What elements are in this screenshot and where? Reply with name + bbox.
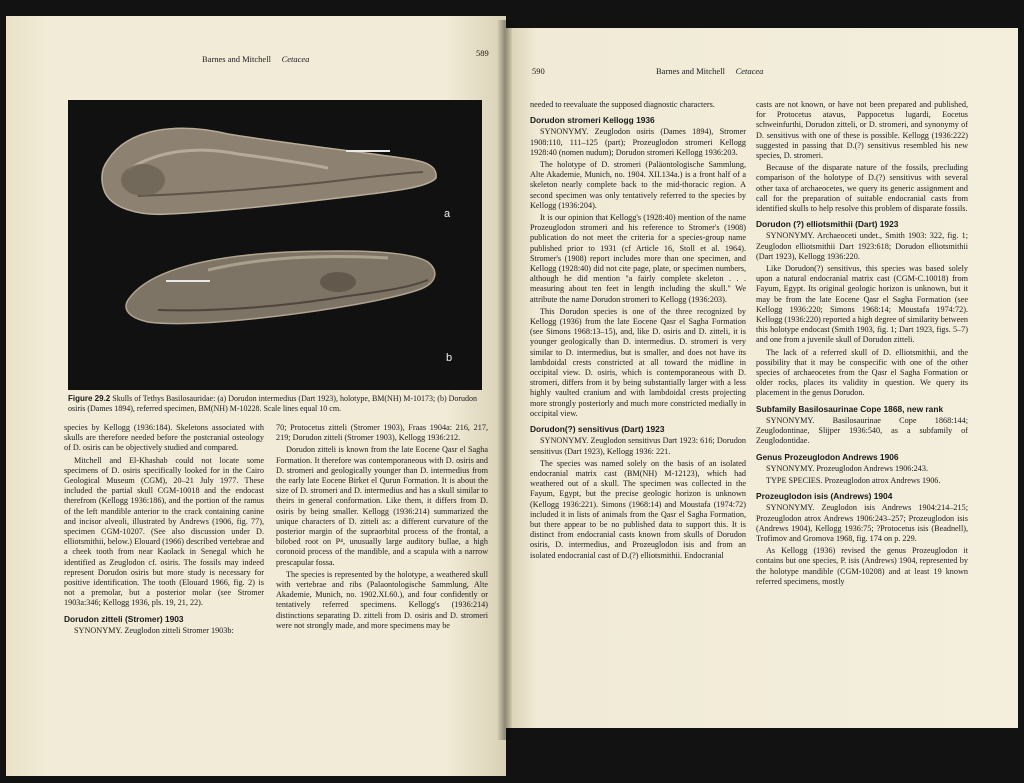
right-header-section: Cetacea bbox=[735, 66, 764, 76]
paragraph: casts are not known, or have not been prepared and published, for Protocetus atavus, Pappocetus lugardi, Eocetus schweinfurthi, Dorudon zitteli, or D. stromeri, and synonymy of D. sensitivus with one of these is possible. Kellogg (1936:222) suggested in passing that D.(?) sensitivus resembled his new species, D. stromeri. bbox=[756, 100, 968, 161]
paragraph: The lack of a referred skull of D. elliotsmithii, and the possibility that it may be conspecific with one of the other species of archaeocetes from the Qasr el Sagha Formation or older rocks, places its validity in question. We query its placement in the genus Dorudon. bbox=[756, 347, 968, 398]
section-heading: Dorudon stromeri Kellogg 1936 bbox=[530, 115, 655, 126]
section-heading: Genus Prozeuglodon Andrews 1906 bbox=[756, 451, 899, 462]
figure-label-a: a bbox=[444, 208, 451, 220]
paragraph: SYNONYMY. Basilosaurinae Cope 1868:144; Zeuglodontinae, Slijper 1936:540, as a subfamily of Zeuglodontidae. bbox=[756, 415, 968, 446]
right-header-authors: Barnes and Mitchell bbox=[656, 66, 725, 76]
paragraph: Because of the disparate nature of the fossils, precluding comparison of the holotype of D.(?) sensitivus with several other taxa of archaeocetes, we query its generic assignment and call for the preparation of suitable endocranial casts from identified skulls to help resolve this problem of disparate fossils. bbox=[756, 163, 968, 214]
skull-figure bbox=[68, 100, 482, 390]
left-header-section: Cetacea bbox=[281, 54, 310, 64]
paragraph: species by Kellogg (1936:184). Skeletons associated with skulls are therefore needed before the postcranial osteology of D. osiris can be objectively studied and compared. bbox=[64, 423, 264, 453]
paragraph: This Dorudon species is one of the three recognized by Kellogg (1936) from the late Eocene Qasr el Sagha Formation (see Simons 1968:13–15), and, like D. osiris and D. zitteli, it is younger geologically than D. intermedius. D. stromeri is very similar to D. intermedius, but is smaller, and does not have its lambdoidal crests constricted at all toward the midline in occipital view. D. osiris, which is contemporaneous with D. stromeri, differs from it by being substantially larger with a less highly vaulted cranium and with lambdoidal crests projecting more strongly posteriorly and much more constricted medially in occipital view. bbox=[530, 306, 746, 418]
section-heading: Dorudon(?) sensitivus (Dart) 1923 bbox=[530, 424, 665, 435]
right-page-number: 590 bbox=[532, 66, 545, 76]
right-running-header bbox=[656, 66, 763, 76]
paragraph: The species was named solely on the basis of an isolated endocranial matrix cast (BM(NH) M-12123), which had weathered out of a skull. The specimen was collected in the Fayum, Egypt, but the precise geologic horizon is unknown (Kellogg 1936:221). Simons (1968:14) and Moustafa (1974:72) included it in lists of animals from the Qasr el Sagha Formation, but there appear to be no published data to support this. It is distinct from endocranial casts known from skulls of Dorudon osiris, D. intermedius, and Prozeuglodon isis and from an isolated endocranial cast of D.(?) elliotsmithii. Endocranial bbox=[530, 458, 746, 560]
paragraph: The species is represented by the holotype, a weathered skull with vertebrae and ribs (Palaontologische Sammlung, Alte Akademie, Munich, no. 1902.XI.60.), and four confidently or tentatively referred specimens. Kellogg's (1936:214) distinctions separating D. zitteli from D. osiris and D. stromeri were not strongly made, and more specimens may be bbox=[276, 569, 488, 630]
left-column-2 bbox=[276, 423, 488, 633]
paragraph: needed to reevaluate the supposed diagnostic characters. bbox=[530, 100, 715, 109]
paragraph: Dorudon zitteli is known from the late Eocene Qasr el Sagha Formation. It therefore was contemporaneous with D. osiris and D. stromeri and geologically younger than D. intermedius from the early late Eocene Birket el Qurun Formation. It is about the size of D. stromeri and D. intermedius and has a skull similar to theirs in general conformation. Like them, it differs from D. osiris by being smaller. Kellogg (1936:214) summarized the unique characters of D. zitteli as: a different curvature of the posterior margin of the supraorbital process of the frontal, a bilobed root on P⁴, unusually large auditory bullae, a high coronoid process of the mandible, and a scapula with a narrow prescapular fossa. bbox=[276, 445, 488, 567]
right-column-1 bbox=[530, 100, 746, 563]
section-heading: Subfamily Basilosaurinae Cope 1868, new rank bbox=[756, 403, 944, 414]
paragraph: SYNONYMY. Archaeoceti undet., Smith 1903: 322, fig. 1; Zeuglodon elliotsmithii Dart 1923:618; Dorudon elliotsmithii (Dart 1923), Kellogg 1936:220. bbox=[756, 231, 968, 261]
right-page bbox=[506, 28, 1018, 728]
paragraph: SYNONYMY. Zeuglodon isis Andrews 1904:214–215; Prozeuglodon atrox Andrews 1906:243–257; Prozeuglodon isis (Andrews 1904), Kellogg 1936:75; ?Protocetus isis (Beadnell), Trofimov and Gromova 1968, fig. 174 on p. 229. bbox=[756, 503, 968, 543]
paragraph: Like Dorudon(?) sensitivus, this species was based solely upon a natural endocranial matrix cast (CGM-C.10018) from Fayum, Egypt. Its original geologic horizon is unknown, but it may be from the late Eocene Qasr el Sagha Formation (see Kellogg 1936:220; Simons 1968:14; Moustafa 1974:72). Kellogg (1936:220) reported a high degree of similarity between this holotype endocast (Smith 1903, fig. 1; Dart 1923, figs. 5–7) and one from a juvenile skull of Dorudon zitteli. bbox=[756, 264, 968, 345]
paragraph: SYNONYMY. Zeuglodon osiris (Dames 1894), Stromer 1908:110, 111–125 (part); Prozeuglodon stromeri Kellogg 1928:40 (nomen nudum); Dorudon stromeri Kellogg 1936:203. bbox=[530, 127, 746, 157]
paragraph: SYNONYMY. Zeuglodon zitteli Stromer 1903b: bbox=[74, 625, 234, 635]
scale-line-b bbox=[166, 280, 210, 282]
figure-caption-number: Figure 29.2 bbox=[68, 394, 111, 403]
left-running-header bbox=[202, 54, 309, 64]
left-column-1 bbox=[64, 423, 264, 638]
scale-line-a bbox=[346, 150, 390, 152]
left-page-number: 589 bbox=[476, 48, 489, 58]
skull-photographs bbox=[68, 100, 482, 390]
section-heading: Prozeuglodon isis (Andrews) 1904 bbox=[756, 491, 893, 502]
paragraph: It is our opinion that Kellogg's (1928:40) mention of the name Prozeuglodon stromeri and his reference to Stromer's (1908) publication do not meet the criteria for a species-group name published prior to 1931 (cf Article 16, Stoll et al. 1964). Stromer's (1908) report includes more than one specimen, and Kellogg (1928:40) did not cite page, plate, or specimen numbers, although he did mention "a fairly complete skeleton . . . measuring about ten feet in length including the skull." We attribute the name Dorudon stromeri to Kellogg (1936:203). bbox=[530, 213, 746, 304]
section-heading: Dorudon zitteli (Stromer) 1903 bbox=[64, 613, 184, 624]
book-gutter bbox=[498, 20, 512, 740]
left-page bbox=[6, 16, 506, 776]
left-header-authors: Barnes and Mitchell bbox=[202, 54, 271, 64]
paragraph: As Kellogg (1936) revised the genus Prozeuglodon it contains but one species, P. isis (Andrews) 1904, represented by the holotype mandible (CGM-10208) and at least 19 known referred specimens, mostly bbox=[756, 546, 968, 586]
right-column-2 bbox=[756, 100, 968, 589]
figure-caption-text: Skulls of Tethys Basilosauridae: (a) Dorudon intermedius (Dart 1923), holotype, BM(NH) M-10173; (b) Dorudon osiris (Dames 1894), referred specimen, BM(NH) M-10228. Scale lines equal 10 cm. bbox=[68, 394, 478, 413]
paragraph: The holotype of D. stromeri (Paläontologische Sammlung, Alte Akademie, Munich, no. 1904. XII.134a.) is a front half of a skeleton nearly complete back to the mid-thoracic region. A second specimen was only tentatively referred to the species by Kellogg (1936:204). bbox=[530, 160, 746, 210]
figure-label-b: b bbox=[446, 352, 453, 364]
paragraph: SYNONYMY. Zeuglodon sensitivus Dart 1923: 616; Dorudon sensitivus (Dart 1923), Kellogg 1936: 221. bbox=[530, 436, 746, 456]
paragraph: 70; Protocetus zitteli (Stromer 1903), Fraas 1904a: 216, 217, 219; Dorudon zitteli (Stromer 1903), Kellogg 1936:212. bbox=[276, 423, 488, 443]
section-heading: Dorudon (?) elliotsmithii (Dart) 1923 bbox=[756, 219, 899, 230]
paragraph: Mitchell and El-Khashab could not locate some specimens of D. osiris specifically looked for in the Cairo Geological Museum (CGM), 20–21 July 1977. These included the partial skull CGM-10018 and the endocast therefrom (Kellogg 1936:186), and the portion of the ramus of the left mandible anterior to the crack containing canine and incisor alveoli, illustrated by Andrews (1906, fig. 77), specimen CGM-10207. (See also discussion under D. elliotsmithii, below.) Elouard (1966) described vertebrae and a cheek tooth from near Kaolack in Senegal which he identified as Zeuglodon cf. osiris. The fossils may indeed represent Dorudon osiris but more study is necessary for positive identification. The tooth (Elouard 1966, fig. 2) is not a premolar, but a posterior molar (see Stromer 1903a:346; Kellogg 1936, pls. 19, 21, 22). bbox=[64, 455, 264, 608]
paragraph: SYNONYMY. Prozeuglodon Andrews 1906:243. bbox=[766, 463, 929, 473]
figure-caption bbox=[68, 394, 488, 414]
paragraph: TYPE SPECIES. Prozeuglodon atrox Andrews 1906. bbox=[766, 475, 941, 485]
